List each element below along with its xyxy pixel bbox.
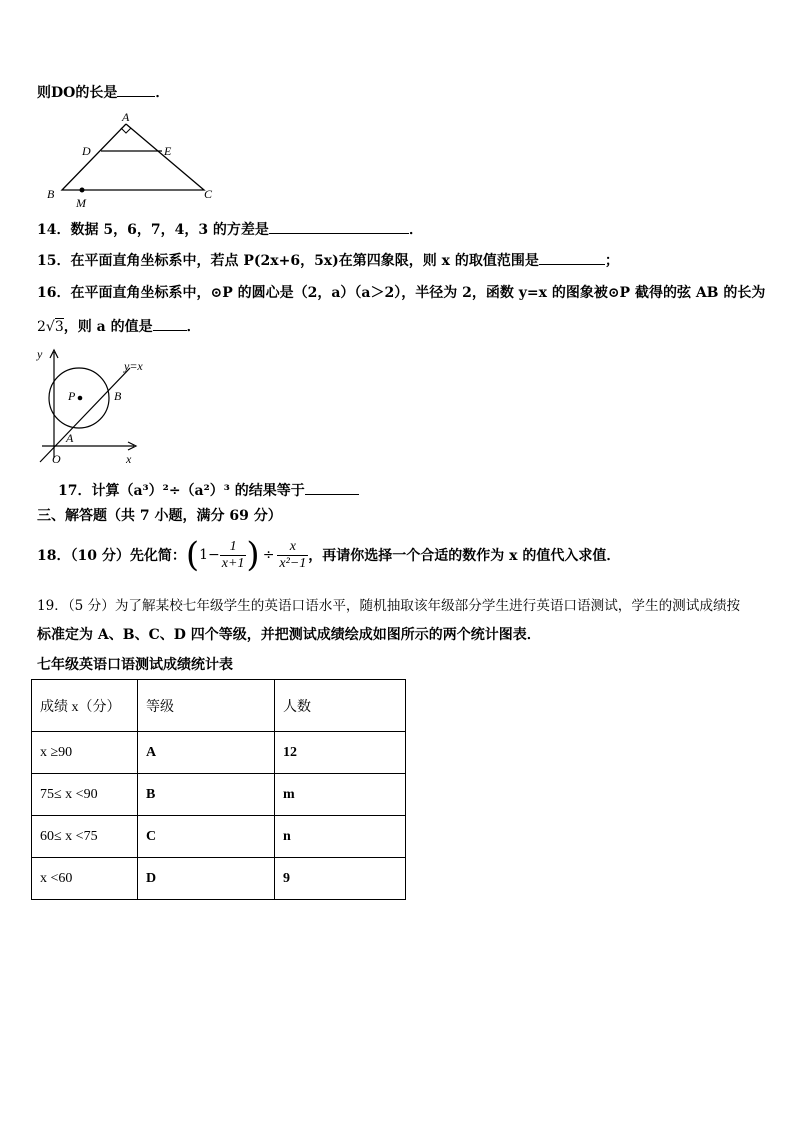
- table-row: [32, 732, 406, 774]
- header-grade: 等级: [138, 680, 275, 732]
- q18-post: ，再请你选择一个合适的数作为 x 的值代入求值．: [308, 548, 621, 564]
- q18-div: ÷: [262, 547, 275, 563]
- q18-one: 1−: [199, 547, 220, 563]
- q19-line1: [37, 594, 740, 614]
- sqrt-icon: √: [45, 319, 55, 335]
- q13-line: [37, 82, 169, 102]
- label-O: O: [52, 452, 61, 466]
- cell-score: 60≤ x <75: [32, 816, 138, 858]
- score-table: [31, 679, 406, 900]
- cell-count: 9: [275, 858, 406, 900]
- q16-coef: 2: [37, 319, 46, 335]
- cell-count: m: [275, 774, 406, 816]
- fraction-1-num: 1: [220, 539, 247, 556]
- label-P: P: [68, 389, 76, 403]
- label-B: B: [47, 187, 55, 201]
- q14-text: 14．数据 5，6，7，4，3 的方差是: [37, 222, 269, 238]
- q15-end: ；: [604, 253, 619, 269]
- circle-figure: [34, 346, 154, 468]
- q16-text: 16．在平面直角坐标系中，⊙P 的圆心是（2，a）（a＞2），半径为 2，函数 y=x 的图象被⊙P 截得的弦 AB 的长为: [37, 285, 766, 301]
- table-header-row: [32, 680, 406, 732]
- header-count: 人数: [275, 680, 406, 732]
- fraction-2: [277, 539, 308, 572]
- q17-blank: [305, 480, 359, 495]
- label-E: E: [164, 144, 172, 158]
- q16-line1: [37, 282, 765, 302]
- cell-grade: C: [138, 816, 275, 858]
- section3-title: [37, 505, 282, 525]
- cell-score: x ≥90: [32, 732, 138, 774]
- label-x: x: [126, 452, 132, 466]
- label-A: A: [122, 110, 130, 124]
- q17-text: 17．计算（a³）²÷（a²）³ 的结果等于: [58, 483, 305, 499]
- cell-grade: B: [138, 774, 275, 816]
- table-row: [32, 858, 406, 900]
- q16-end: ．: [186, 319, 201, 335]
- header-score: 成绩 x（分）: [32, 680, 138, 732]
- fraction-1-den: x+1: [221, 555, 245, 571]
- q16-line2-text: ，则 a 的值是: [63, 319, 153, 335]
- cell-grade: A: [138, 732, 275, 774]
- paren-left: (: [185, 535, 200, 575]
- cell-score: x <60: [32, 858, 138, 900]
- q19-line2: [37, 624, 541, 644]
- q18-pre: 18．（10 分）先化简：: [37, 548, 186, 564]
- label-C: C: [204, 187, 213, 201]
- cell-count: 12: [275, 732, 406, 774]
- fraction-2-den: x²−1: [279, 555, 307, 571]
- triangle-figure: [44, 110, 224, 208]
- q15-blank: [539, 250, 605, 265]
- q19-line1-text: 19．（5 分）为了解某校七年级学生的英语口语水平，随机抽取该年级部分学生进行英语口语测试，学生的测试成绩按: [37, 598, 741, 614]
- fraction-1: [220, 539, 247, 572]
- section3-title-text: 三、解答题（共 7 小题，满分 69 分）: [37, 508, 282, 524]
- q14-end: ．: [408, 222, 423, 238]
- q16-sqrt-value: 3: [54, 319, 64, 335]
- table-row: [32, 774, 406, 816]
- fraction-2-num: x: [277, 539, 308, 556]
- q15-text: 15．在平面直角坐标系中，若点 P(2x+6，5x)在第四象限，则 x 的取值范围是: [37, 253, 539, 269]
- label-B: B: [114, 389, 122, 403]
- cell-grade: D: [138, 858, 275, 900]
- q14-blank: [269, 219, 409, 234]
- q16-line2: [37, 316, 201, 336]
- q18-line: [37, 536, 620, 574]
- label-line: y=x: [124, 359, 143, 373]
- q13-text: 则DO的长是: [37, 85, 118, 101]
- label-A: A: [66, 431, 74, 445]
- label-y: y: [37, 347, 43, 361]
- table-title: 七年级英语口语测试成绩统计表: [37, 657, 233, 673]
- q13-blank: [117, 82, 155, 97]
- label-D: D: [82, 144, 91, 158]
- cell-count: n: [275, 816, 406, 858]
- q13-end: ．: [155, 85, 170, 101]
- label-M: M: [76, 196, 86, 208]
- q15-line: [37, 250, 619, 270]
- table-row: [32, 816, 406, 858]
- q14-line: [37, 219, 423, 239]
- paren-right: ): [246, 535, 260, 575]
- q19-line2-text: 标准定为 A、B、C、D 四个等级，并把测试成绩绘成如图所示的两个统计图表．: [37, 627, 541, 643]
- q16-blank: [153, 316, 187, 331]
- cell-score: 75≤ x <90: [32, 774, 138, 816]
- q17-line: [58, 480, 359, 500]
